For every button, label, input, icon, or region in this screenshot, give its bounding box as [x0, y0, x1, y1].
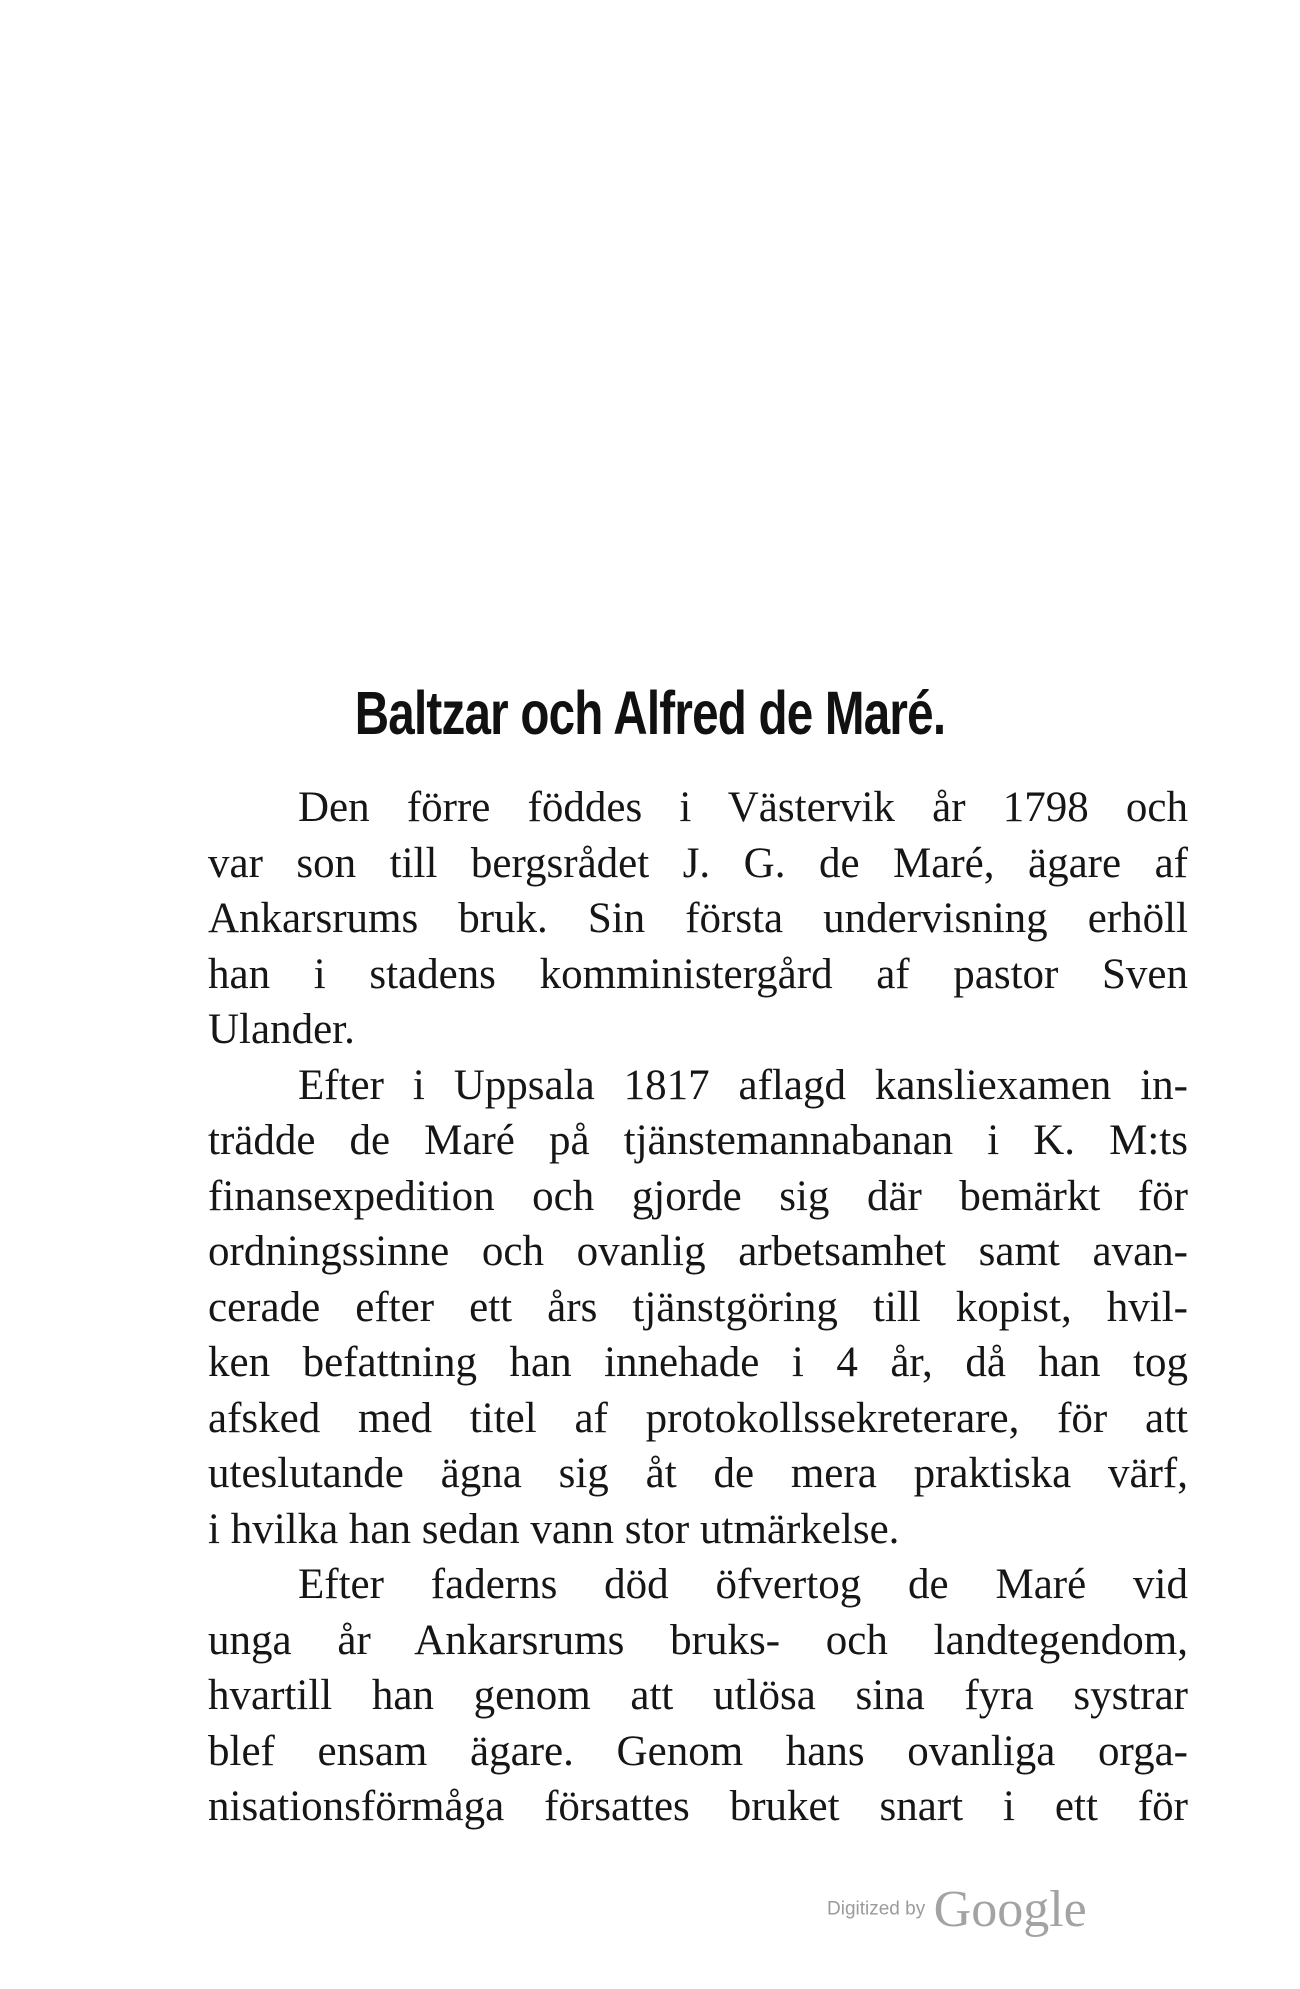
text-line: Efter i Uppsala 1817 aflagd kansliexamen in-	[298, 1061, 1188, 1109]
text-line: trädde de Maré på tjänstemannabanan i K. M:ts	[208, 1117, 1188, 1164]
text-line: Efter faderns död öfvertog de Maré vid	[298, 1561, 1188, 1608]
text-line: han i stadens komministergård af pastor Sven	[208, 950, 1188, 998]
watermark-prefix: Digitized by	[827, 1898, 926, 1920]
text-line: ordningssinne och ovanlig arbetsamhet samt avan-	[208, 1228, 1188, 1275]
text-line: Den förre föddes i Västervik år 1798 och	[298, 784, 1188, 831]
text-line: i hvilka han sedan vann stor utmärkelse.	[208, 1505, 900, 1553]
body-text	[208, 780, 1188, 1835]
text-line: blef ensam ägare. Genom hans ovanliga orga-	[208, 1727, 1188, 1775]
text-line: cerade efter ett års tjänstgöring till kopist, hvil-	[208, 1283, 1188, 1331]
text-line: afsked med titel af protokollssekreterare, för att	[208, 1394, 1188, 1442]
text-line: nisationsförmåga försattes bruket snart i ett för	[208, 1783, 1188, 1830]
text-line: Ankarsrums bruk. Sin första undervisning erhöll	[208, 895, 1188, 942]
text-line: ken befattning han innehade i 4 år, då han tog	[208, 1339, 1188, 1386]
text-line: finansexpedition och gjorde sig där bemärkt för	[208, 1172, 1188, 1220]
digitized-watermark	[827, 1880, 1087, 1939]
text-line: Ulander.	[208, 1006, 355, 1053]
text-line: var son till bergsrådet J. G. de Maré, ägare af	[208, 839, 1188, 887]
chapter-heading: Baltzar och Alfred de Maré.	[354, 679, 946, 747]
text-line: uteslutande ägna sig åt de mera praktiska värf,	[208, 1450, 1188, 1497]
google-logo: Google	[933, 1881, 1087, 1938]
text-line: hvartill han genom att utlösa sina fyra systrar	[208, 1672, 1188, 1719]
text-line: unga år Ankarsrums bruks- och landtegendom,	[208, 1616, 1188, 1664]
